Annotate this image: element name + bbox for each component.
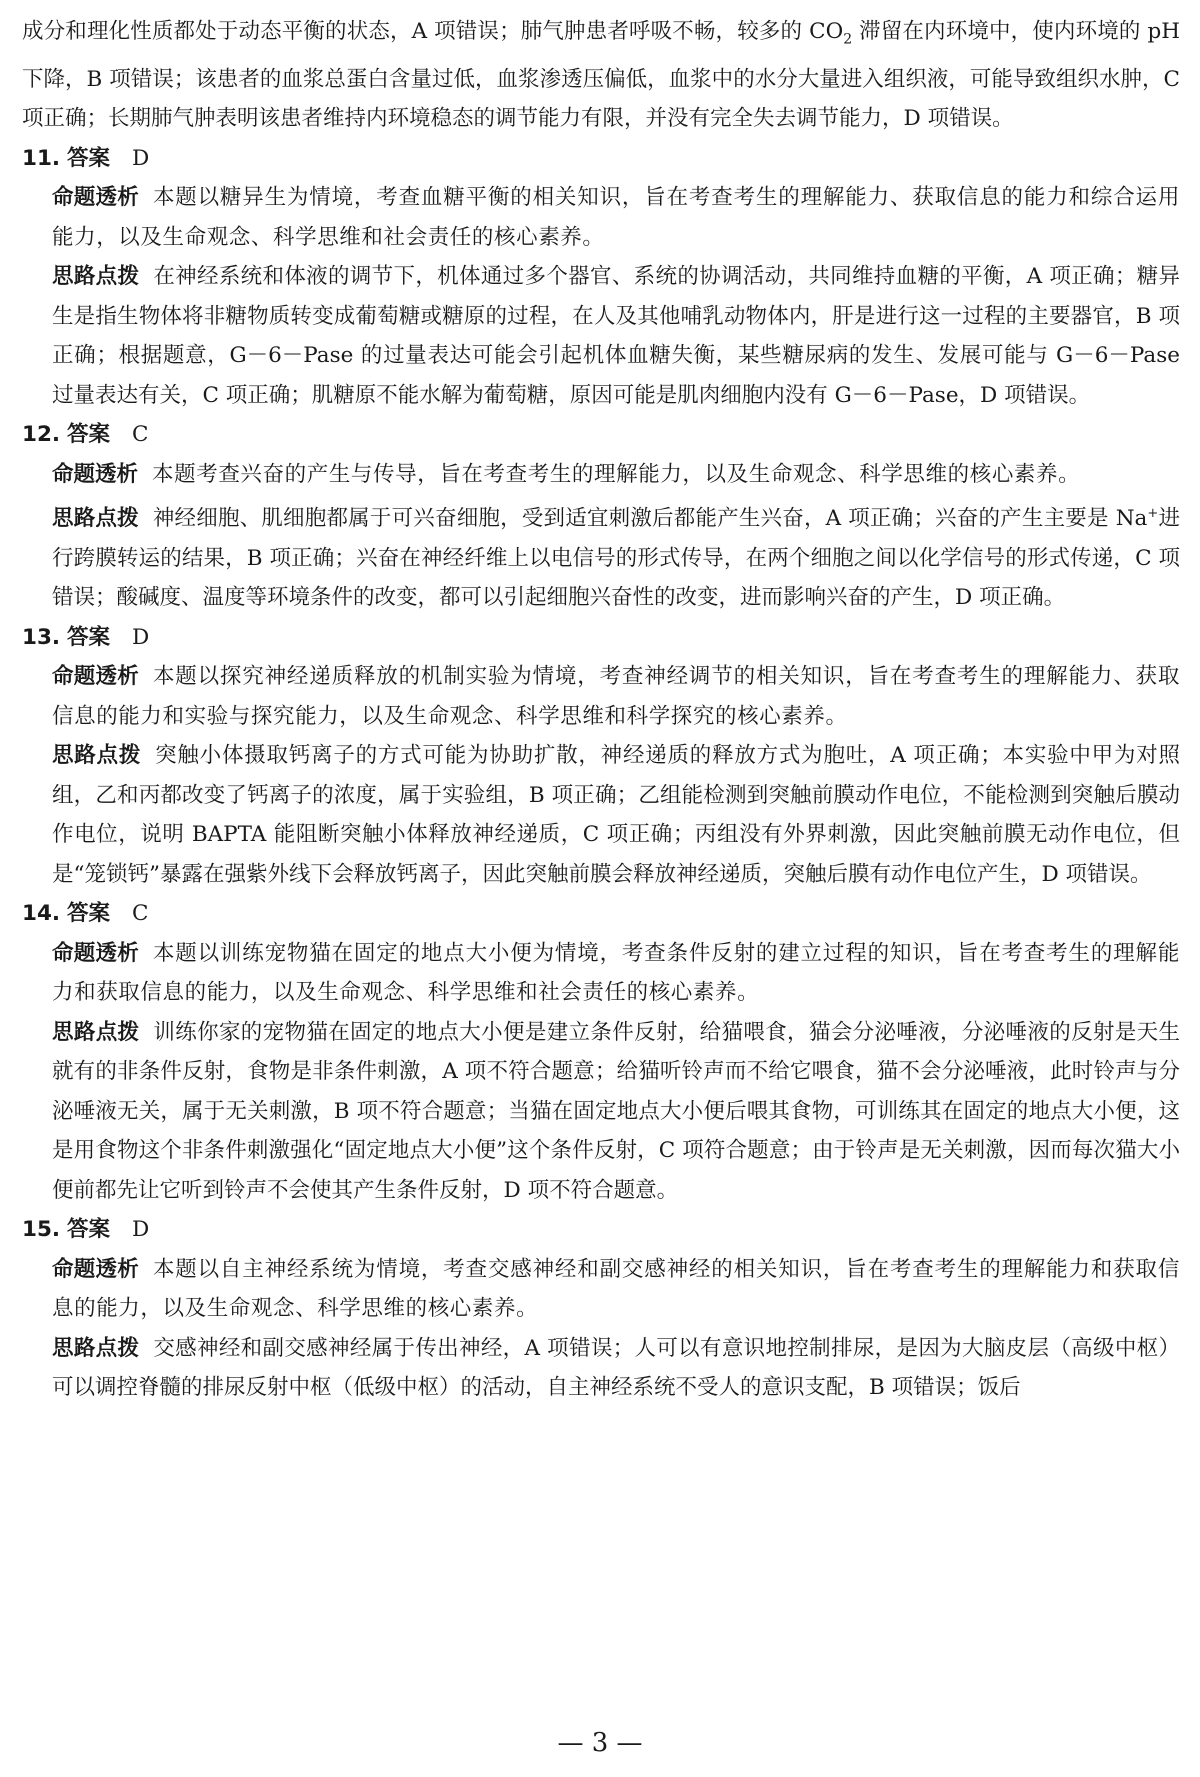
hint-block <box>22 257 1180 415</box>
analysis-text: 本题以探究神经递质释放的机制实验为情境，考查神经调节的相关知识，旨在考查考生的理解能力、获取信息的能力和实验与探究能力，以及生命观念、科学思维和科学探究的核心素养。 <box>52 664 1180 729</box>
answer-label: 答案 <box>66 901 110 927</box>
analysis-label: 命题透析 <box>52 185 139 211</box>
answer-label: 答案 <box>66 422 110 448</box>
analysis-text: 本题以自主神经系统为情境，考查交感神经和副交感神经的相关知识，旨在考查考生的理解能力和获取信息的能力，以及生命观念、科学思维的核心素养。 <box>52 1256 1180 1322</box>
hint-block <box>22 1013 1180 1211</box>
question-number: 15. <box>22 1217 61 1243</box>
answer-label: 答案 <box>66 624 110 650</box>
intro-text-2: 滞留在内环境中，使内环境的 pH 下降，B 项错误；该患者的血浆总蛋白含量过低，血浆渗透压偏低，血浆中的水分大量进入组织液，可能导致组织水肿，C 项正确；长期肺气肿表明该患者维持内环境稳态的调节能力有限，并没有完全失去调节能力，D 项错误。 <box>22 19 1181 132</box>
question-15 <box>22 1210 1180 1408</box>
answer-value: D <box>131 624 150 650</box>
hint-label: 思路点拨 <box>52 264 140 290</box>
answer-value: C <box>131 422 149 448</box>
analysis-label: 命题透析 <box>52 664 139 690</box>
question-11 <box>22 139 1180 416</box>
hint-text: 交感神经和副交感神经属于传出神经，A 项错误；人可以有意识地控制排尿，是因为大脑皮层（高级中枢）可以调控脊髓的排尿反射中枢（低级中枢）的活动，自主神经系统不受人的意识支配，B 项错误；饭后 <box>52 1335 1180 1401</box>
hint-label: 思路点拨 <box>52 1335 140 1361</box>
analysis-text: 本题以糖异生为情境，考查血糖平衡的相关知识，旨在考查考生的理解能力、获取信息的能力和综合运用能力，以及生命观念、科学思维和社会责任的核心素养。 <box>52 185 1180 250</box>
hint-block <box>22 1329 1180 1408</box>
question-14 <box>22 894 1180 1210</box>
question-13 <box>22 618 1180 895</box>
hint-block <box>22 736 1180 894</box>
answer-line <box>22 1210 1180 1250</box>
hint-block <box>22 494 1180 618</box>
hint-superscript: + <box>1147 506 1159 522</box>
analysis-label: 命题透析 <box>52 1256 139 1282</box>
analysis-block <box>22 934 1180 1013</box>
answer-value: D <box>131 1217 150 1243</box>
answer-line <box>22 894 1180 934</box>
answer-line <box>22 618 1180 658</box>
intro-text-1: 成分和理化性质都处于动态平衡的状态，A 项错误；肺气肿患者呼吸不畅，较多的 CO <box>22 19 844 44</box>
hint-label: 思路点拨 <box>52 506 139 532</box>
hint-label: 思路点拨 <box>52 1019 140 1045</box>
analysis-block <box>22 657 1180 736</box>
question-number: 11. <box>22 145 61 171</box>
hint-text-1: 神经细胞、肌细胞都属于可兴奋细胞，受到适宜刺激后都能产生兴奋，A 项正确；兴奋的产生主要是 Na <box>152 506 1148 532</box>
analysis-block <box>22 455 1180 495</box>
analysis-label: 命题透析 <box>52 940 139 966</box>
hint-text-2: 进行跨膜转运的结果，B 项正确；兴奋在神经纤维上以电信号的形式传导，在两个细胞之间以化学信号的形式传递，C 项错误；酸碱度、温度等环境条件的改变，都可以引起细胞兴奋性的改变，进而影响兴奋的产生，D 项正确。 <box>52 506 1180 611</box>
intro-subscript: 2 <box>843 31 853 48</box>
question-number: 13. <box>22 624 61 650</box>
answer-value: C <box>131 901 149 927</box>
page-number: — 3 — <box>557 1728 643 1758</box>
answer-line <box>22 415 1180 455</box>
question-number: 12. <box>22 422 61 448</box>
question-12 <box>22 415 1180 618</box>
hint-text: 训练你家的宠物猫在固定的地点大小便是建立条件反射，给猫喂食，猫会分泌唾液，分泌唾液的反射是天生就有的非条件反射，食物是非条件刺激，A 项不符合题意；给猫听铃声而不给它喂食，猫不会分泌唾液，此时铃声与分泌唾液无关，属于无关刺激，B 项不符合题意；当猫在固定地点大小便后喂其食物，可训练其在固定的地点大小便，这是用食物这个非条件刺激强化“固定地点大小便”这个条件反射，C 项符合题意；由于铃声是无关刺激，因而每次猫大小便前都先让它听到铃声不会使其产生条件反射，D 项不符合题意。 <box>52 1019 1180 1203</box>
analysis-text: 本题以训练宠物猫在固定的地点大小便为情境，考查条件反射的建立过程的知识，旨在考查考生的理解能力和获取信息的能力，以及生命观念、科学思维和社会责任的核心素养。 <box>52 940 1180 1006</box>
intro-paragraph <box>22 12 1180 139</box>
question-number: 14. <box>22 901 61 927</box>
analysis-block <box>22 1250 1180 1329</box>
hint-text: 突触小体摄取钙离子的方式可能为协助扩散，神经递质的释放方式为胞吐，A 项正确；本实验中甲为对照组，乙和丙都改变了钙离子的浓度，属于实验组，B 项正确；乙组能检测到突触前膜动作电位，不能检测到突触后膜动作电位，说明 BAPTA 能阻断突触小体释放神经递质，C 项正确；丙组没有外界刺激，因此突触前膜无动作电位，但是“笼锁钙”暴露在强紫外线下会释放钙离子，因此突触前膜会释放神经递质，突触后膜有动作电位产生，D 项错误。 <box>52 743 1180 887</box>
hint-label: 思路点拨 <box>52 743 142 769</box>
answer-line <box>22 139 1180 179</box>
analysis-label: 命题透析 <box>52 461 139 487</box>
answer-label: 答案 <box>66 1217 110 1243</box>
answer-label: 答案 <box>66 145 110 171</box>
page-content <box>22 12 1180 1408</box>
analysis-block <box>22 178 1180 257</box>
answer-value: D <box>131 145 150 171</box>
hint-text: 在神经系统和体液的调节下，机体通过多个器官、系统的协调活动，共同维持血糖的平衡，A 项正确；糖异生是指生物体将非糖物质转变成葡萄糖或糖原的过程，在人及其他哺乳动物体内，肝是进行这一过程的主要器官，B 项正确；根据题意，G－6－Pase 的过量表达可能会引起机体血糖失衡，某些糖尿病的发生、发展可能与 G－6－Pase 过量表达有关，C 项正确；肌糖原不能水解为葡萄糖，原因可能是肌肉细胞内没有 G－6－Pase，D 项错误。 <box>52 264 1180 408</box>
analysis-text: 本题考查兴奋的产生与传导，旨在考查考生的理解能力，以及生命观念、科学思维的核心素养。 <box>152 461 1081 487</box>
